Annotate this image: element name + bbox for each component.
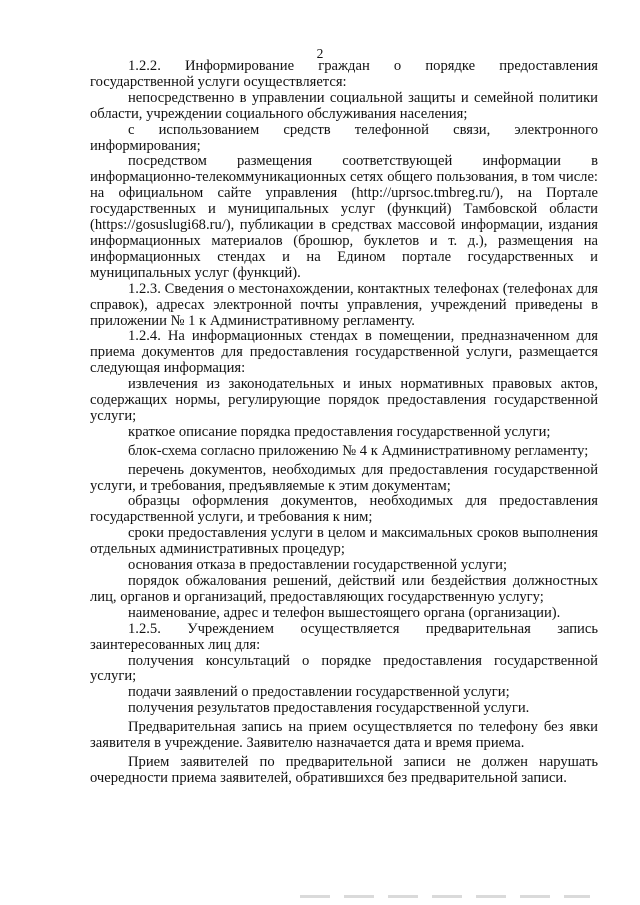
paragraph-item: извлечения из законодательных и иных нормативных правовых актов, содержащих нормы, регулирующие порядок предоставления государственной услуги; (90, 376, 598, 424)
paragraph-1-2-5: 1.2.5. Учреждением осуществляется предварительная запись заинтересованных лиц для: (90, 620, 598, 653)
paragraph-item: получения консультаций о порядке предоставления государственной услуги; (90, 652, 598, 685)
paragraph-1-2-3: 1.2.3. Сведения о местонахождении, контактных телефонах (телефонах для справок), адресах электронной почты управления, учреждений приведены в приложении № 1 к Административному регламенту. (90, 280, 598, 329)
paragraph-item: наименование, адрес и телефон вышестоящего органа (организации). (128, 604, 561, 621)
paragraph-item: Прием заявителей по предварительной записи не должен нарушать очередности приема заявителей, обратившихся без предварительной записи. (90, 753, 598, 786)
scan-artifact (300, 895, 590, 898)
paragraph-1-2-2: 1.2.2. Информирование граждан о порядке предоставления государственной услуги осуществляется: (90, 58, 598, 90)
paragraph-item: подачи заявлений о предоставлении государственной услуги; (128, 684, 510, 701)
paragraph-item: образцы оформления документов, необходимых для предоставления государственной услуги, и требования к ним; (90, 493, 598, 526)
paragraph-item: Предварительная запись на прием осуществляется по телефону без явки заявителя в учреждение. Заявителю назначается дата и время приема. (90, 719, 598, 752)
paragraph-item: блок-схема согласно приложению № 4 к Административному регламенту; (128, 442, 589, 459)
paragraph-item: посредством размещения соответствующей информации в информационно-телекоммуникационных сетях общего пользования, в том числе: на официальном сайте управления (http://uprsoc.tmbreg.ru/), на Портале государственных и муниципальных услуг (функций) Тамбовской области (https://gosuslugi68.ru/), публикации в средствах массовой информации, издания информационных материалов (брошюр, буклетов и т. д.), размещения на информационных стендах и на Едином портале государственных и муниципальных услуг (функций). (90, 153, 598, 281)
paragraph-1-2-4: 1.2.4. На информационных стендах в помещении, предназначенном для приема документов для предоставления государственной услуги, размещается следующая информация: (90, 328, 598, 377)
paragraph-item: получения результатов предоставления государственной услуги. (128, 700, 530, 717)
paragraph-item: основания отказа в предоставлении государственной услуги; (128, 557, 508, 574)
document-body (90, 59, 598, 787)
paragraph-item: с использованием средств телефонной связи, электронного информирования; (90, 121, 598, 154)
paragraph-item: краткое описание порядка предоставления государственной услуги; (128, 423, 551, 440)
paragraph-item: непосредственно в управлении социальной защиты и семейной политики области, учреждении социального обслуживания населения; (90, 89, 598, 122)
paragraph-item: порядок обжалования решений, действий или бездействия должностных лиц, органов и организаций, предоставляющих государственную услугу; (90, 573, 598, 605)
page-number: 2 (316, 46, 324, 61)
paragraph-item: перечень документов, необходимых для предоставления государственной услуги, и требования, предъявляемые к этим документам; (90, 461, 598, 494)
paragraph-item: сроки предоставления услуги в целом и максимальных сроков выполнения отдельных административных процедур; (90, 525, 598, 558)
